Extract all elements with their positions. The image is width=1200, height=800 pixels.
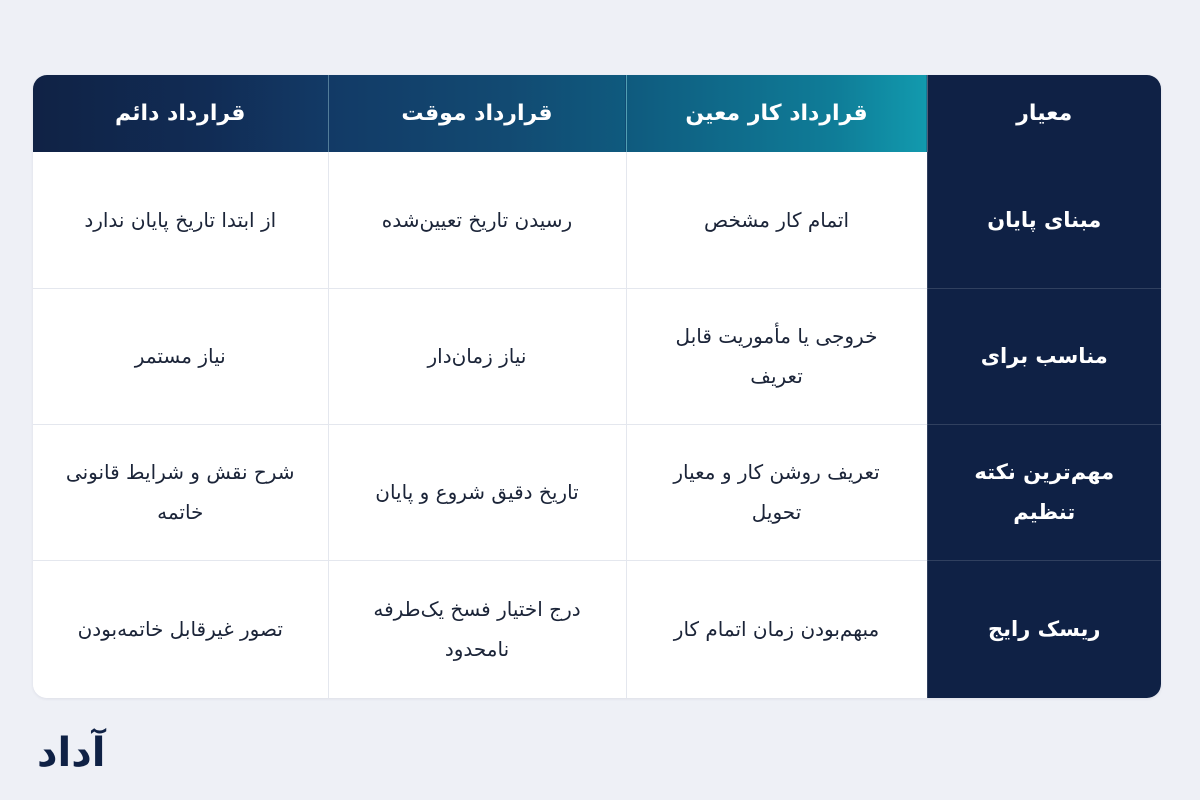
table-row: [33, 152, 1161, 288]
row-criteria-label: مهم‌ترین نکته تنظیم: [927, 424, 1161, 560]
cell-permanent: تصور غیرقابل خاتمه‌بودن: [33, 560, 328, 698]
cell-permanent: نیاز مستمر: [33, 288, 328, 424]
row-criteria-label: ریسک رایج: [927, 560, 1161, 698]
cell-specific: مبهم‌بودن زمان اتمام کار: [626, 560, 927, 698]
row-criteria-label: مبنای پایان: [927, 152, 1161, 288]
table-row: [33, 560, 1161, 698]
brand-logo: آداد: [37, 730, 106, 776]
cell-specific: تعریف روشن کار و معیار تحویل: [626, 424, 927, 560]
header-temporary-contract: قرارداد موقت: [328, 75, 626, 152]
cell-temporary: رسیدن تاریخ تعیین‌شده: [328, 152, 626, 288]
header-specific-contract: قرارداد کار معین: [626, 75, 927, 152]
contract-comparison-table: [33, 75, 1161, 698]
comparison-table: [33, 75, 1161, 698]
table-row: [33, 424, 1161, 560]
cell-temporary: نیاز زمان‌دار: [328, 288, 626, 424]
row-criteria-label: مناسب برای: [927, 288, 1161, 424]
header-criteria: معیار: [927, 75, 1161, 152]
table-header-row: [33, 75, 1161, 152]
cell-specific: اتمام کار مشخص: [626, 152, 927, 288]
cell-permanent: شرح نقش و شرایط قانونی خاتمه: [33, 424, 328, 560]
table-row: [33, 288, 1161, 424]
header-permanent-contract: قرارداد دائم: [33, 75, 328, 152]
cell-permanent: از ابتدا تاریخ پایان ندارد: [33, 152, 328, 288]
cell-temporary: درج اختیار فسخ یک‌طرفه نامحدود: [328, 560, 626, 698]
cell-temporary: تاریخ دقیق شروع و پایان: [328, 424, 626, 560]
cell-specific: خروجی یا مأموریت قابل تعریف: [626, 288, 927, 424]
